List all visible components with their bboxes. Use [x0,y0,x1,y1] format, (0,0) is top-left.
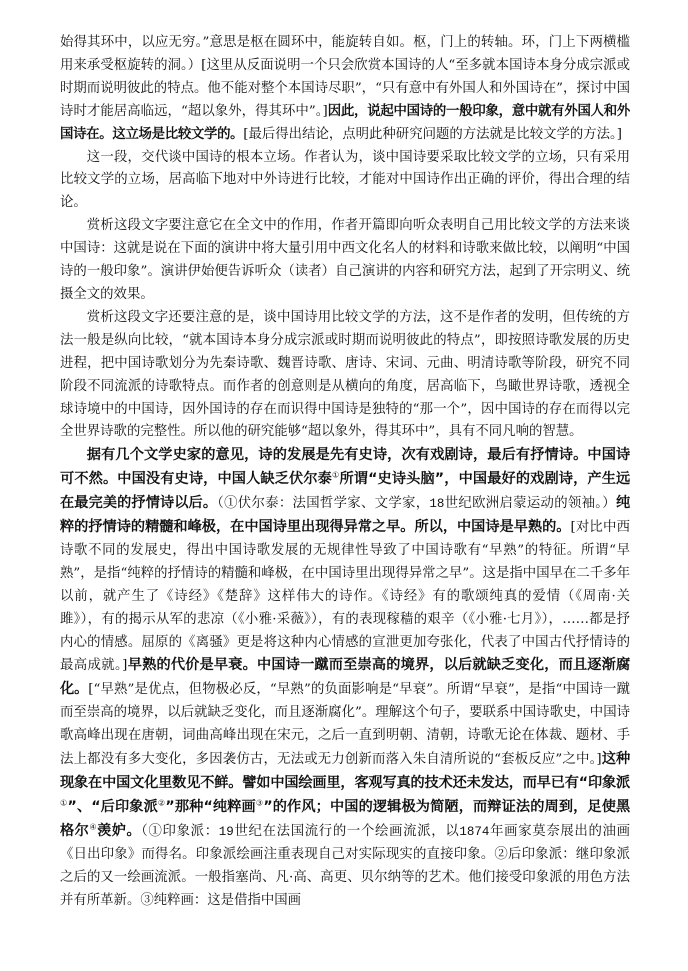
number-text: 18 [429,497,445,512]
body-text: [最后得出结论，点明此种研究问题的方法就是比较文学的方法。] [243,126,622,142]
body-text: 赏析这段文字还要注意的是，谈中国诗用比较文学的方法，这不是作者的发明，但传统的方法一般是纵向比较，“就本国诗本身分成宗派或时期而说明彼此的特点”，即按照诗歌发展的历史进程，把中国诗歌划分为先秦诗歌、魏晋诗歌、唐诗、宋词、元曲、明清诗歌等阶段，研究不同阶段不同流派的诗歌特点。而作者的创意则是从横向的角度，居高临下，鸟瞰世界诗歌，透视全球诗境中的中国诗，因外国诗的存在而识得中国诗是独特的“那一个”，因中国诗的存在而得以完全世界诗歌的完整性。所以他的研究能够“超以象外，得其环中”，具有不同凡响的智慧。 [60,309,630,440]
body-text: [“早熟”是优点，但物极必反，“早熟”的负面影响是“早衰”。所谓“早衰”，是指“中国诗一蹴而至崇高的境界，以后就缺乏变化，而且逐渐腐化”。理解这个句子，要联系中国诗歌史，中国诗歌高峰出现在唐朝，词曲高峰出现在宋元，之后一直到明朝、清朝，诗歌无论在体裁、题材、手法上都没有多大变化，多因袭仿古，无法或无力创新而落入朱自清所说的“套板反应”之中。] [60,682,630,768]
footnote-marker: ④ [89,822,98,832]
paragraph-p5 [60,444,630,912]
key-sentence: 所谓“史诗头脑”，中国最好的戏剧诗，产生远在最完美的抒情诗以后。 [60,471,631,512]
key-sentence: ”的作风；中国的逻辑极为简陋，而辩证法的周到，足使黑格尔 [60,798,631,839]
paragraph-p1 [60,32,630,147]
key-sentence: ”、“后印象派 [67,798,158,815]
body-text: 世纪在法国流行的一个绘画流派，以 [233,823,460,839]
document-page [60,32,630,912]
body-text: （①印象派： [141,823,219,839]
footnote-marker: ① [60,798,68,808]
footnote-marker: ② [157,798,166,808]
number-text: 19 [218,824,234,839]
body-text: （①伏尔泰：法国哲学家、文学家， [217,496,430,512]
body-text: 赏析这段文字要注意它在全文中的作用，作者开篇即向听众表明自己用比较文学的方法来谈中国诗：这就是说在下面的演讲中将大量引用中西文化名人的材料和诗歌来做比较，以阐明“中国诗的一般印象”。演讲伊始便告诉听众（读者）自己演讲的内容和研究方法，起到了开宗明义、统摄全文的效果。 [60,218,630,302]
key-sentence: 纯粹的抒情诗的精髓和峰极，在中国诗里出现得异常之早。所以，中国诗是早熟的。 [60,495,630,536]
key-sentence: 早熟的代价是早衰。中国诗一蹴而至崇高的境界，以后就缺乏变化，而且逐渐腐化。 [60,657,630,698]
paragraph-p2 [60,147,630,216]
key-sentence: 这种现象在中国文化里数见不鲜。譬如中国绘画里，客观写真的技术还未发达，而早已有“印象派 [60,751,630,791]
body-text: [对比中西诗歌不同的发展史，得出中国诗歌发展的无规律性导致了中国诗歌有“早熟”的特征。所谓“早熟”，是指“纯粹的抒情诗的精髓和峰极，在中国诗里出现得异常之早”。这是指中国早在二千多年以前，就产生了《诗经》《楚辞》这样伟大的诗作。《诗经》有的歌颂纯真的爱情（《周南·关雎》），有的揭示从军的悲凉（《小雅·采薇》），有的表现稼穑的艰辛（《小雅·七月》），……都是抒内心的情感。屈原的《离骚》更是将这种内心情感的宣泄更加夸张化，代表了中国古代抒情诗的最高成就。] [60,520,630,674]
footnote-marker: ① [331,470,340,480]
key-sentence: 羡妒。 [97,822,142,839]
footnote-marker: ③ [255,798,264,808]
body-text: 始得其环中，以应无穷。”意思是枢在圆环中，能旋转自如。枢，门上的转轴。环，门上下两横槛用来承受枢旋转的洞。）[这里从反面说明一个只会欣赏本国诗的人“至多就本国诗本身分成宗派或时期而说明彼此的特点。他不能对整个本国诗尽职”，“只有意中有外国人和外国诗在”，探讨中国诗时才能居高临远，“超以象外，得其环中”。] [60,35,630,119]
key-sentence: 据有几个文学史家的意见，诗的发展是先有史诗，次有戏剧诗，最后有抒情诗。中国诗可不然。中国没有史诗，中国人缺乏伏尔泰 [60,447,630,488]
body-text: 年画家莫奈展出的油画《日出印象》而得名。印象派绘画注重表现自己对实际现实的直接印象。②后印象派：继印象派之后的又一绘画流派。一般指塞尚、凡·高、高更、贝尔纳等的艺术。他们接受印象派的用色方法并有所革新。③纯粹画：这是借指中国画 [60,823,631,908]
paragraph-p4 [60,307,630,444]
body-text: 世纪欧洲启蒙运动的领袖。） [444,496,616,512]
paragraph-p3 [60,215,630,307]
number-text: 1874 [459,824,490,839]
key-sentence: ”那种“纯粹画 [165,798,256,815]
body-text: 这一段，交代谈中国诗的根本立场。作者认为，谈中国诗要采取比较文学的立场，只有采用比较文学的立场，居高临下地对中外诗进行比较，才能对中国诗作出正确的评价，得出合理的结论。 [60,149,630,211]
bold-text: 因此，说起中国诗的一般印象，意中就有外国人和外国诗在。这立场是比较文学的。 [60,103,630,142]
